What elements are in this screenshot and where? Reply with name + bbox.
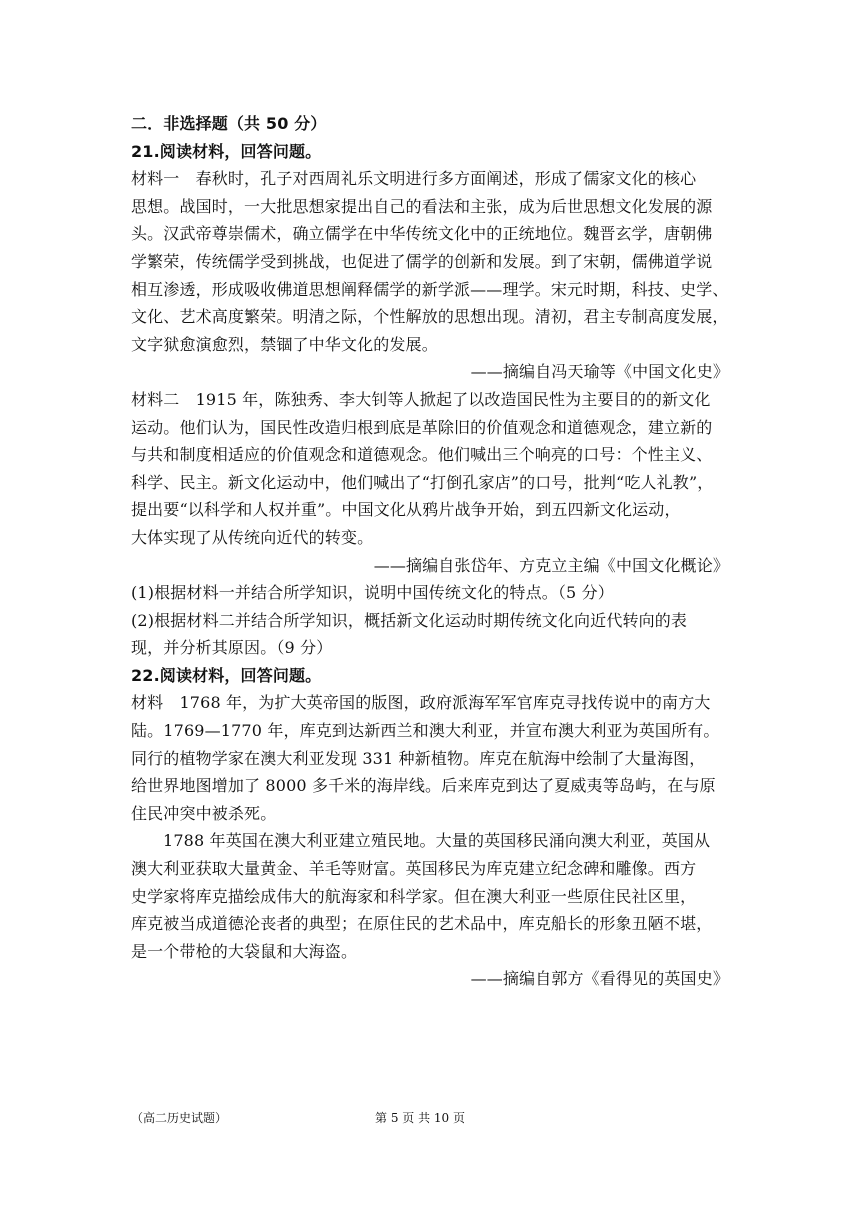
text-line: 给世界地图增加了 8000 多千米的海岸线。后来库克到达了夏威夷等岛屿，在与原 [131, 776, 716, 796]
text-line: 思想。战国时，一大批思想家提出自己的看法和主张，成为后世思想文化发展的源 [131, 196, 713, 216]
question-line: 现，并分析其原因。（9 分） [131, 638, 333, 658]
text-line: 与共和制度相适应的价值观念和道德观念。他们喊出三个响亮的口号：个性主义、 [131, 445, 713, 465]
text-line: 澳大利亚获取大量黄金、羊毛等财富。英国移民为库克建立纪念碑和雕像。西方 [131, 859, 697, 879]
text-line: 大体实现了从传统向近代的转变。 [131, 527, 374, 547]
text-line: 学繁荣，传统儒学受到挑战，也促进了儒学的创新和发展。到了宋朝，儒佛道学说 [131, 251, 713, 271]
text-line: 头。汉武帝尊崇儒术，确立儒学在中华传统文化中的正统地位。魏晋玄学，唐朝佛 [131, 224, 713, 244]
q22-material-paragraph-one [131, 689, 731, 827]
q21-material-two-source: ——摘编自张岱年、方克立主编《中国文化概论》 [373, 555, 729, 575]
question-line: (1)根据材料一并结合所学知识，说明中国传统文化的特点。（5 分） [131, 583, 614, 603]
text-line: 文字狱愈演愈烈，禁锢了中华文化的发展。 [131, 334, 438, 354]
section-title: 二．非选择题（共 50 分） [131, 114, 327, 133]
text-line: 材料一 春秋时，孔子对西周礼乐文明进行多方面阐述，形成了儒家文化的核心 [131, 169, 697, 189]
text-line: 史学家将库克描绘成伟大的航海家和科学家。但在澳大利亚一些原住民社区里， [131, 886, 697, 906]
text-line: 是一个带枪的大袋鼠和大海盗。 [131, 941, 358, 961]
exam-page-content [131, 110, 731, 993]
text-line: 同行的植物学家在澳大利亚发现 331 种新植物。库克在航海中绘制了大量海图， [131, 748, 706, 768]
text-line: 运动。他们认为，国民性改造归根到底是革除旧的价值观念和道德观念，建立新的 [131, 417, 713, 437]
q22-material-paragraph-two [131, 827, 731, 965]
q21-material-one-source: ——摘编自冯天瑜等《中国文化史》 [470, 362, 729, 382]
q22-title: 22.阅读材料，回答问题。 [131, 665, 322, 685]
q21-material-one [131, 165, 731, 358]
text-line: 1788 年英国在澳大利亚建立殖民地。大量的英国移民涌向澳大利亚，英国从 [163, 831, 711, 851]
text-line: 材料 1768 年，为扩大英帝国的版图，政府派海军军官库克寻找传说中的南方大 [131, 693, 711, 713]
text-line: 材料二 1915 年，陈独秀、李大钊等人掀起了以改造国民性为主要目的的新文化 [131, 389, 711, 409]
text-line: 提出要“以科学和人权并重”。中国文化从鸦片战争开始，到五四新文化运动， [131, 500, 681, 520]
question-line: (2)根据材料二并结合所学知识，概括新文化运动时期传统文化向近代转向的表 [131, 610, 688, 630]
q21-material-two [131, 386, 731, 552]
q22-material-source: ——摘编自郭方《看得见的英国史》 [470, 969, 729, 989]
footer-subject: （高二历史试题） [131, 1111, 228, 1125]
text-line: 科学、民主。新文化运动中，他们喊出了“打倒孔家店”的口号，批判“吃人礼教”， [131, 472, 714, 492]
q21-title: 21.阅读材料，回答问题。 [131, 141, 322, 161]
q21-questions [131, 579, 731, 662]
text-line: 文化、艺术高度繁荣。明清之际，个性解放的思想出现。清初，君主专制高度发展， [131, 307, 729, 327]
text-line: 陆。1769—1770 年，库克到达新西兰和澳大利亚，并宣布澳大利亚为英国所有。 [131, 721, 720, 741]
page-number: 第 5 页 共 10 页 [375, 1111, 465, 1125]
text-line: 住民冲突中被杀死。 [131, 803, 277, 823]
text-line: 库克被当成道德沦丧者的典型；在原住民的艺术品中，库克船长的形象丑陋不堪， [131, 914, 713, 934]
text-line: 相互渗透，形成吸收佛道思想阐释儒学的新学派——理学。宋元时期，科技、史学、 [131, 279, 729, 299]
